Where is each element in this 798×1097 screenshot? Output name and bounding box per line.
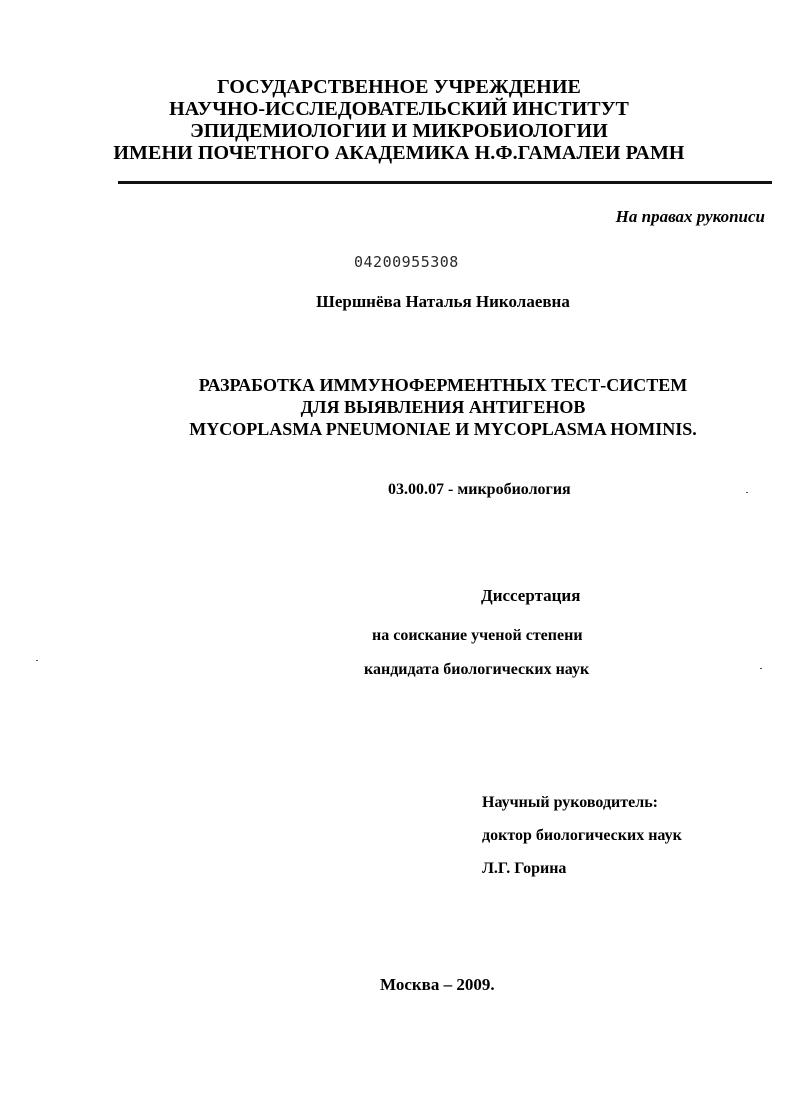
title-line: MYCOPLASMA PNEUMONIAE И MYCOPLASMA HOMINIS.: [189, 419, 697, 439]
title-line: ДЛЯ ВЫЯВЛЕНИЯ АНТИГЕНОВ: [300, 397, 586, 417]
institution-line: ГОСУДАРСТВЕННОЕ УЧРЕЖДЕНИЕ: [217, 76, 581, 98]
scan-speck: [36, 660, 38, 661]
institution-header: [0, 76, 798, 164]
specialty-code: 03.00.07 - микробиология: [388, 481, 571, 498]
manuscript-note: На правах рукописи: [615, 207, 765, 226]
supervisor-block: [482, 786, 682, 885]
supervisor-name: Л.Г. Горина: [482, 860, 567, 877]
dissertation-title: [0, 374, 798, 440]
scan-speck: [746, 492, 748, 493]
title-line: РАЗРАБОТКА ИММУНОФЕРМЕНТНЫХ ТЕСТ-СИСТЕМ: [198, 375, 688, 395]
city-year: Москва – 2009.: [380, 975, 495, 994]
degree-line-2: кандидата биологических наук: [364, 661, 590, 678]
degree-line-1: на соискание ученой степени: [372, 627, 583, 644]
header-divider: [118, 181, 772, 184]
institution-line: ИМЕНИ ПОЧЕТНОГО АКАДЕМИКА Н.Ф.ГАМАЛЕИ РАМН: [113, 142, 685, 164]
institution-line: ЭПИДЕМИОЛОГИИ И МИКРОБИОЛОГИИ: [190, 120, 608, 142]
document-type: Диссертация: [481, 586, 581, 605]
scan-speck: [760, 668, 762, 669]
supervisor-degree: доктор биологических наук: [482, 827, 682, 844]
institution-line: НАУЧНО-ИССЛЕДОВАТЕЛЬСКИЙ ИНСТИТУТ: [169, 98, 629, 120]
author-name: Шершнёва Наталья Николаевна: [316, 292, 570, 311]
supervisor-label: Научный руководитель:: [482, 794, 658, 811]
library-stamp-number: 04200955308: [354, 253, 459, 271]
